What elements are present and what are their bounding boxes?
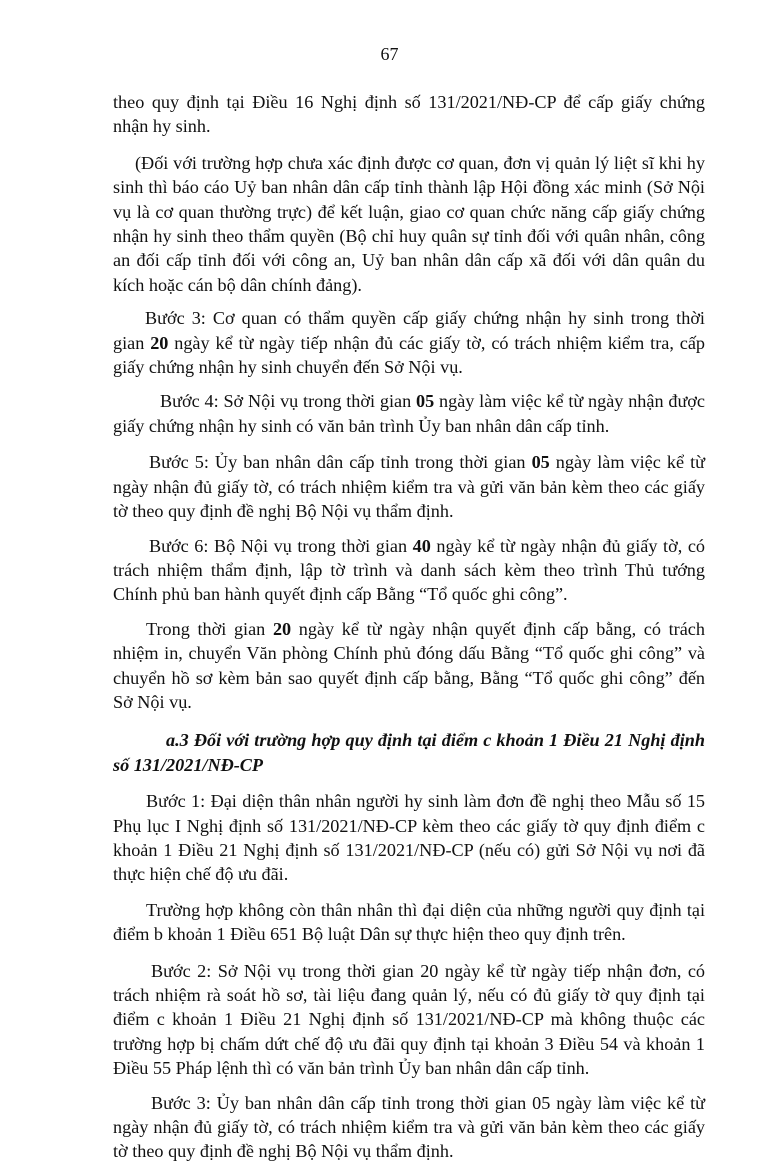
paragraph-certificate-delivery — [113, 617, 705, 715]
text-segment: Bước 3: Cơ quan có thẩm quyền cấp giấy chứng nhận hy sinh trong thời gian — [113, 308, 705, 353]
bold-days-value: 20 — [272, 618, 292, 639]
text-segment: ngày kể từ ngày tiếp nhận đủ các giấy tờ, có trách nhiệm kiểm tra, cấp giấy chứng nhận hy sinh chuyển đến Sở Nội vụ. — [113, 332, 705, 378]
paragraph-step-1: Bước 1: Đại diện thân nhân người hy sinh làm đơn đề nghị theo Mẫu số 15 Phụ lục I Nghị định số 131/2021/NĐ-CP kèm theo các giấy tờ quy định điểm c khoản 1 Điều 21 Nghị định số 131/2021/NĐ-CP (nếu có) gửi Sở Nội vụ nơi đã thực hiện chế độ ưu đãi. — [113, 791, 705, 885]
text-segment: Bước 6: Bộ Nội vụ trong thời gian — [149, 535, 413, 556]
text-segment: Bước 5: Ủy ban nhân dân cấp tỉnh trong thời gian — [149, 452, 532, 473]
paragraph-continuation: theo quy định tại Điều 16 Nghị định số 131/2021/NĐ-CP để cấp giấy chứng nhận hy sinh. — [113, 92, 705, 137]
text-segment: Bước 4: Sở Nội vụ trong thời gian — [160, 391, 417, 412]
paragraph-unidentified-unit-note: (Đối với trường hợp chưa xác định được cơ quan, đơn vị quản lý liệt sĩ khi hy sinh thì báo cáo Uỷ ban nhân dân cấp tỉnh thành lập Hội đồng xác minh (Sở Nội vụ là cơ quan thường trực) để kết luận, giao cơ quan chức năng cấp giấy chứng nhận hy sinh theo thẩm quyền (Bộ chỉ huy quân sự tỉnh đối với quân nhân, công an đối cấp tỉnh đối với công an, Uỷ ban nhân dân cấp xã đối với dân quân du kích hoặc cán bộ dân chính đảng). — [113, 152, 705, 295]
paragraph-step-6 — [113, 534, 705, 607]
text-segment: ngày làm việc kể từ ngày nhận đủ giấy tờ, có trách nhiệm kiểm tra và gửi văn bản kèm theo các giấy tờ theo quy định đề nghị Bộ Nội vụ thẩm định. — [113, 452, 706, 522]
bold-days-value: 20 — [150, 332, 169, 353]
paragraph-step-5 — [113, 450, 705, 523]
paragraph-step-4 — [113, 389, 705, 438]
paragraph-step-3-provincial: Bước 3: Ủy ban nhân dân cấp tỉnh trong thời gian 05 ngày làm việc kể từ ngày nhận đủ giấy tờ, có trách nhiệm kiểm tra và gửi văn bản kèm theo các giấy tờ theo quy định đề nghị Bộ Nội vụ thẩm định. — [113, 1092, 705, 1162]
bold-days-value: 40 — [412, 535, 431, 556]
text-segment: Trong thời gian — [146, 618, 273, 639]
bold-days-value: 05 — [416, 391, 435, 412]
paragraph-no-relatives-case: Trường hợp không còn thân nhân thì đại diện của những người quy định tại điểm b khoản 1 Điều 651 Bộ luật Dân sự thực hiện theo quy định trên. — [113, 899, 705, 945]
page-number: 67 — [380, 44, 399, 64]
paragraph-step-2: Bước 2: Sở Nội vụ trong thời gian 20 ngày kể từ ngày tiếp nhận đơn, có trách nhiệm rà soát hồ sơ, tài liệu đang quản lý, nếu có đủ giấy tờ quy định tại điểm c khoản 1 Điều 21 Nghị định số 131/2021/NĐ-CP mà không thuộc các trường hợp bị chấm dứt chế độ ưu đãi quy định tại khoản 3 Điều 54 và khoản 1 Điều 55 Pháp lệnh thì có văn bản trình Ủy ban nhân dân cấp tỉnh. — [113, 960, 705, 1079]
section-heading-a3: a.3 Đối với trường hợp quy định tại điểm c khoản 1 Điều 21 Nghị định số 131/2021/NĐ-CP — [113, 730, 705, 775]
text-segment: ngày kể từ ngày nhận đủ giấy tờ, có trách nhiệm thẩm định, lập tờ trình và danh sách kèm theo trình Thủ tướng Chính phủ ban hành quyết định cấp Bằng “Tổ quốc ghi công”. — [113, 535, 705, 605]
bold-days-value: 05 — [531, 452, 550, 473]
document-body — [113, 90, 705, 1164]
paragraph-step-3 — [113, 306, 705, 379]
text-segment: ngày làm việc kể từ ngày nhận được giấy chứng nhận hy sinh có văn bản trình Ủy ban nhân dân cấp tỉnh. — [113, 391, 705, 436]
text-segment: ngày kể từ ngày nhận quyết định cấp bằng, có trách nhiệm in, chuyển Văn phòng Chính phủ đóng dấu Bằng “Tổ quốc ghi công” và chuyển hồ sơ kèm bản sao quyết định cấp bằng, Bằng “Tổ quốc ghi công” đến Sở Nội vụ. — [113, 618, 705, 712]
